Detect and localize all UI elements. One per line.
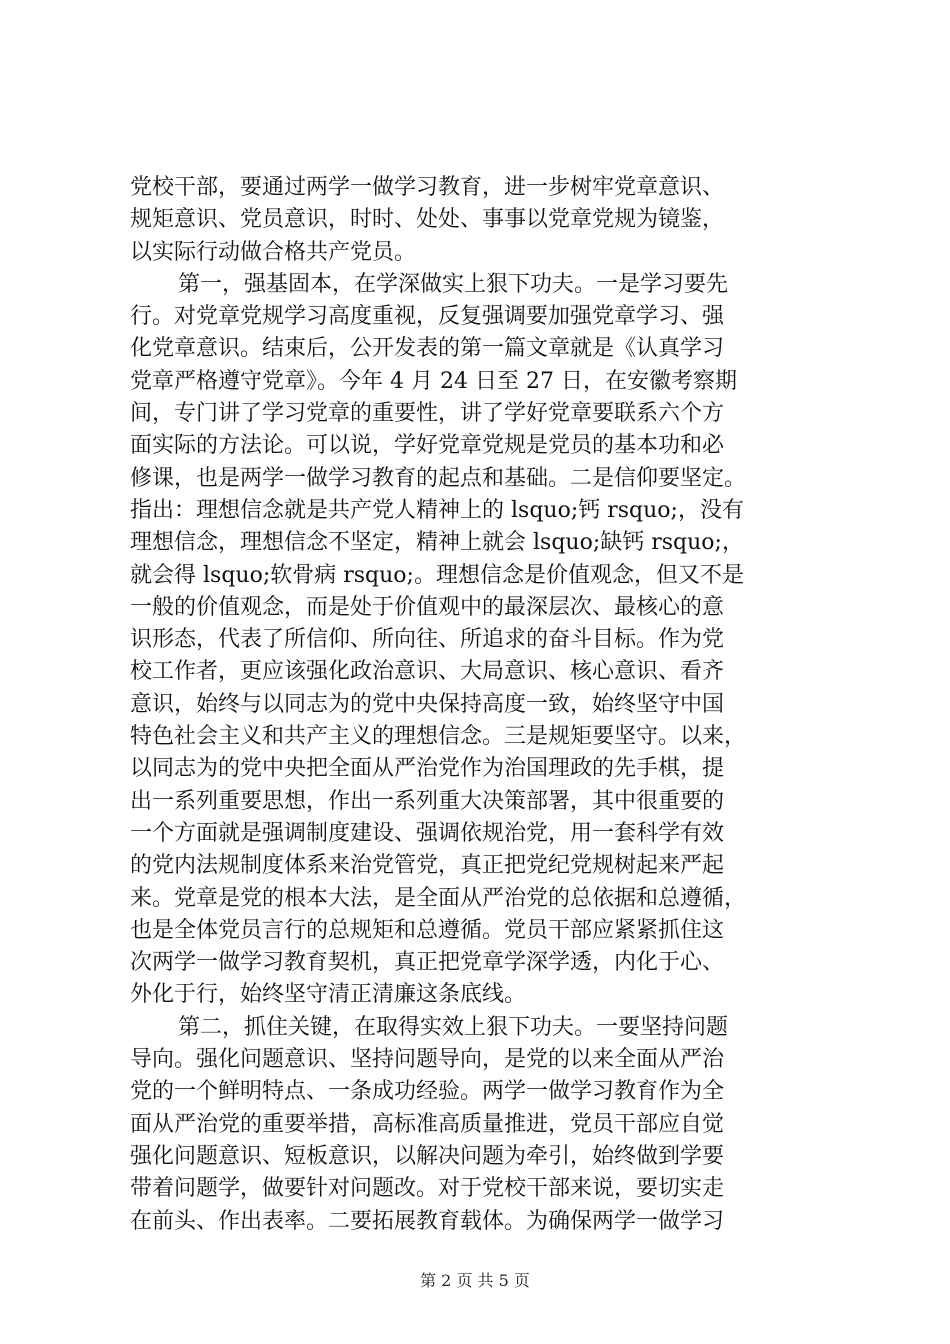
text-line: 在前头、作出表率。二要拓展教育载体。为确保两学一做学习 <box>130 1208 725 1234</box>
text-line: 以实际行动做合格共产党员。 <box>130 239 417 265</box>
text-line: 修课，也是两学一做学习教育的起点和基础。二是信仰要坚定。 <box>130 465 747 491</box>
text-line: 面从严治党的重要举措，高标准高质量推进，党员干部应自觉 <box>130 1111 725 1137</box>
text-line: 第二，抓住关键，在取得实效上狠下功夫。一要坚持问题 <box>178 1014 729 1040</box>
text-line: 第一，强基固本，在学深做实上狠下功夫。一是学习要先 <box>178 271 729 297</box>
text-line: 党的一个鲜明特点、一条成功经验。两学一做学习教育作为全 <box>130 1079 725 1105</box>
text-line: 一个方面就是强调制度建设、强调依规治党，用一套科学有效 <box>130 820 725 846</box>
text-line: 化党章意识。结束后，公开发表的第一篇文章就是《认真学习 <box>130 336 725 362</box>
text-line: 次两学一做学习教育契机，真正把党章学深学透，内化于心、 <box>130 950 725 976</box>
text-line: 面实际的方法论。可以说，学好党章党规是党员的基本功和必 <box>130 433 725 459</box>
text-line: 强化问题意识、短板意识，以解决问题为牵引，始终做到学要 <box>130 1143 725 1169</box>
text-line: 行。对党章党规学习高度重视，反复强调要加强党章学习、强 <box>130 304 725 330</box>
text-line: 的党内法规制度体系来治党管党，真正把党纪党规树起来严起 <box>130 853 725 879</box>
text-line: 意识，始终与以同志为的党中央保持高度一致，始终坚守中国 <box>130 691 725 717</box>
text-line: 外化于行，始终坚守清正清廉这条底线。 <box>130 982 527 1008</box>
text-line: 一般的价值观念，而是处于价值观中的最深层次、最核心的意 <box>130 594 725 620</box>
text-line: 理想信念，理想信念不坚定，精神上就会 lsquo;缺钙 rsquo;， <box>130 530 744 556</box>
text-line: 也是全体党员言行的总规矩和总遵循。党员干部应紧紧抓住这 <box>130 917 725 943</box>
text-line: 识形态，代表了所信仰、所向往、所追求的奋斗目标。作为党 <box>130 627 725 653</box>
text-line: 党章严格遵守党章》。今年 4 月 24 日至 27 日，在安徽考察期 <box>130 368 737 394</box>
text-line: 校工作者，更应该强化政治意识、大局意识、核心意识、看齐 <box>130 659 725 685</box>
text-line: 导向。强化问题意识、坚持问题导向，是党的以来全面从严治 <box>130 1047 725 1073</box>
text-line: 规矩意识、党员意识，时时、处处、事事以党章党规为镜鉴， <box>130 207 725 233</box>
text-line: 来。党章是党的根本大法，是全面从严治党的总依据和总遵循， <box>130 885 747 911</box>
text-line: 带着问题学，做要针对问题改。对于党校干部来说，要切实走 <box>130 1176 725 1202</box>
text-line: 指出：理想信念就是共产党人精神上的 lsquo;钙 rsquo;，没有 <box>130 497 744 523</box>
text-line: 出一系列重要思想，作出一系列重大决策部署，其中很重要的 <box>130 788 725 814</box>
text-line: 以同志为的党中央把全面从严治党作为治国理政的先手棋，提 <box>130 756 725 782</box>
body-text <box>130 172 830 1238</box>
text-line: 党校干部，要通过两学一做学习教育，进一步树牢党章意识、 <box>130 175 725 200</box>
text-line: 就会得 lsquo;软骨病 rsquo;。理想信念是价值观念，但又不是 <box>130 562 744 588</box>
text-line: 特色社会主义和共产主义的理想信念。三是规矩要坚守。以来， <box>130 724 747 750</box>
text-line: 间，专门讲了学习党章的重要性，讲了学好党章要联系六个方 <box>130 401 725 427</box>
page-footer: 第 2 页 共 5 页 <box>420 1271 530 1290</box>
